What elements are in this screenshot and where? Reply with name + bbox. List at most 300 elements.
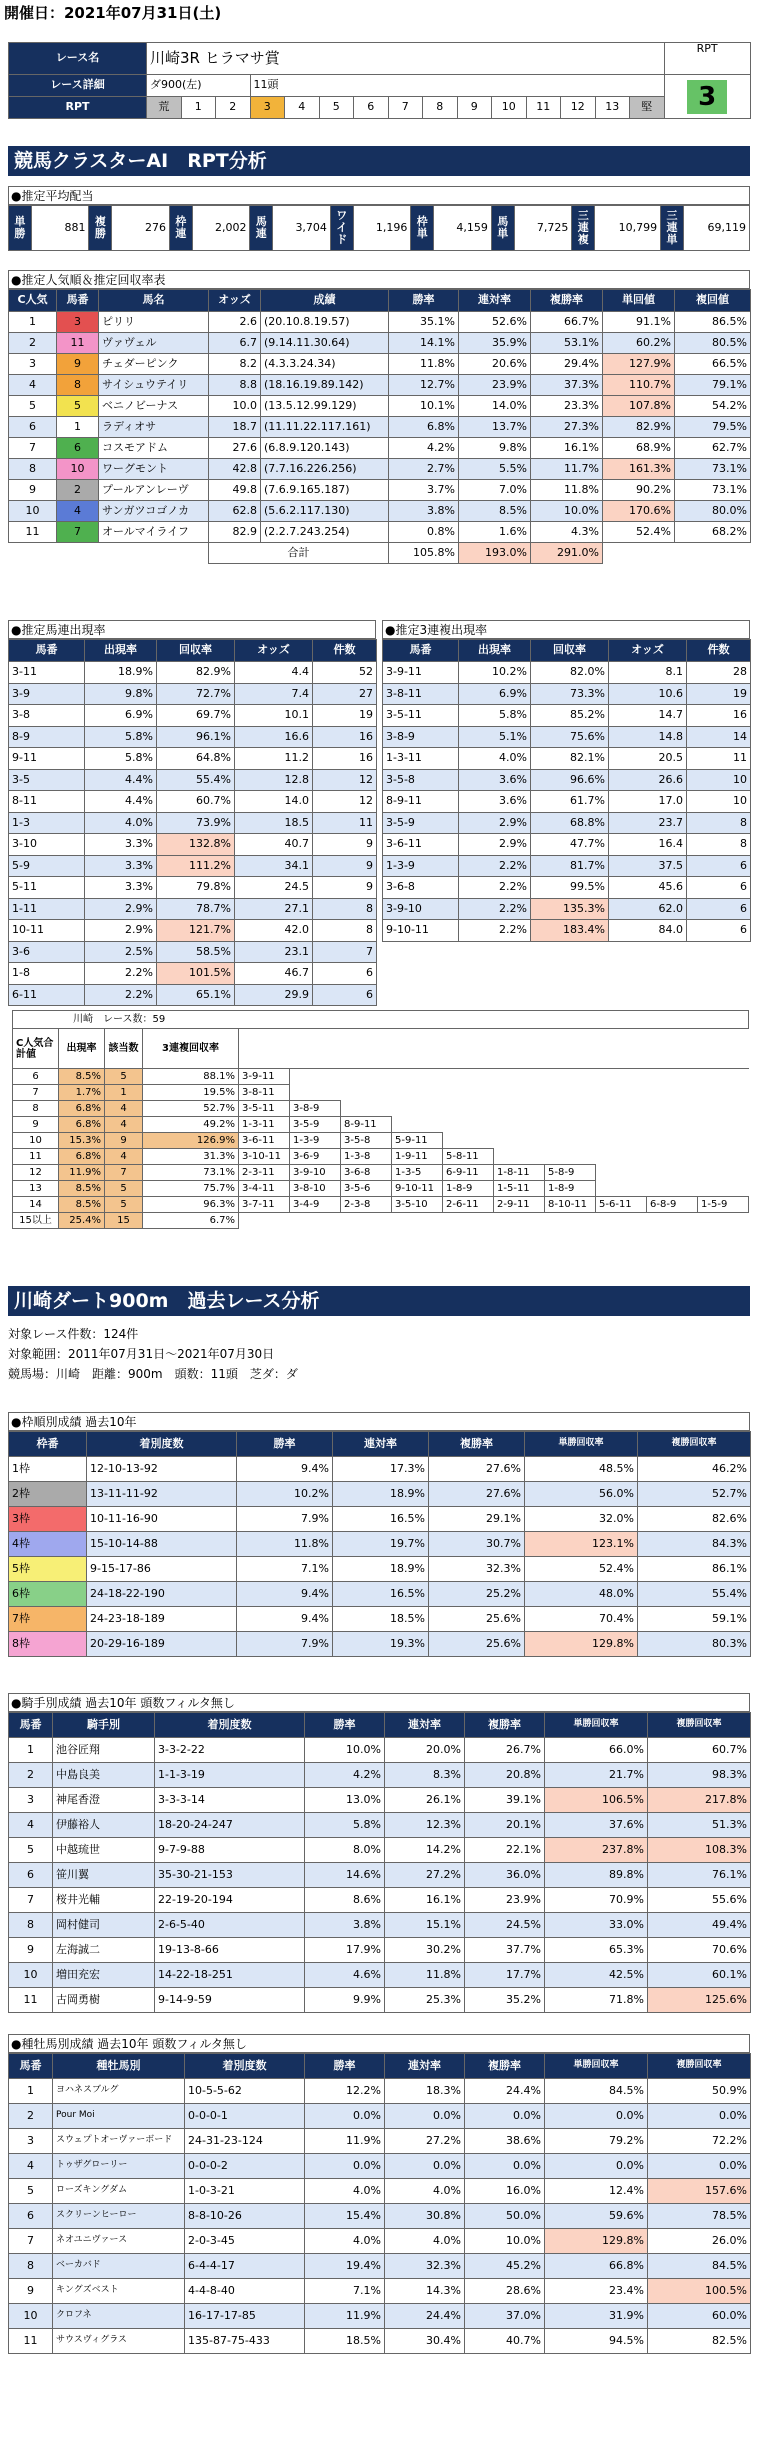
combo-combination: 5-8-11 bbox=[443, 1149, 494, 1165]
combo-count: 4 bbox=[105, 1101, 143, 1117]
sanrenpuku-cell: 16 bbox=[687, 705, 751, 727]
popularity-cell: (20.10.8.19.57) bbox=[261, 312, 389, 333]
umaren-cell: 5.8% bbox=[85, 748, 157, 770]
rpt-scale-cell: 13 bbox=[595, 97, 630, 119]
umaren-cell: 14.0 bbox=[235, 791, 313, 813]
umaren-cell: 3-8 bbox=[9, 705, 85, 727]
jockey-cell: 65.3% bbox=[545, 1938, 648, 1963]
waku-cell: 12-10-13-92 bbox=[87, 1457, 237, 1482]
sire-cell: 31.9% bbox=[545, 2304, 648, 2329]
umaren-cell: 58.5% bbox=[157, 941, 235, 963]
popularity-cell: チェダーピンク bbox=[99, 354, 209, 375]
waku-cell: 48.5% bbox=[525, 1457, 638, 1482]
combo-recovery: 96.3% bbox=[143, 1197, 239, 1213]
umaren-cell: 3-9 bbox=[9, 683, 85, 705]
umaren-cell: 40.7 bbox=[235, 834, 313, 856]
popularity-cell: (7.6.9.165.187) bbox=[261, 480, 389, 501]
waku-cell: 129.8% bbox=[525, 1632, 638, 1657]
waku-cell: 5枠 bbox=[9, 1557, 87, 1582]
popularity-cell: 29.4% bbox=[531, 354, 603, 375]
combo-count: 15 bbox=[105, 1213, 143, 1229]
umaren-cell: 12.8 bbox=[235, 769, 313, 791]
umaren-row bbox=[9, 748, 377, 770]
jockey-cell: 17.7% bbox=[465, 1963, 545, 1988]
combo-total: 10 bbox=[13, 1133, 59, 1149]
popularity-cell: 2 bbox=[57, 480, 99, 501]
umaren-cell: 11 bbox=[313, 812, 377, 834]
combo-combination: 5-8-9 bbox=[545, 1165, 596, 1181]
umaren-row bbox=[9, 963, 377, 985]
umaren-row bbox=[9, 877, 377, 899]
popularity-cell: 20.6% bbox=[459, 354, 531, 375]
popularity-header: 馬名 bbox=[99, 290, 209, 312]
rpt-scale-cell: 5 bbox=[319, 97, 354, 119]
popularity-cell: 73.1% bbox=[675, 459, 751, 480]
sire-cell: 0.0% bbox=[305, 2154, 385, 2179]
popularity-cell: 62.7% bbox=[675, 438, 751, 459]
umaren-cell: 1-8 bbox=[9, 963, 85, 985]
combo-recovery: 73.1% bbox=[143, 1165, 239, 1181]
umaren-cell: 3-6 bbox=[9, 941, 85, 963]
jockey-cell: 51.3% bbox=[648, 1813, 751, 1838]
sire-cell: 16-17-17-85 bbox=[185, 2304, 305, 2329]
popularity-cell: 11 bbox=[57, 333, 99, 354]
popularity-table bbox=[8, 289, 751, 564]
popularity-cell: 86.5% bbox=[675, 312, 751, 333]
waku-cell: 48.0% bbox=[525, 1582, 638, 1607]
sanrenpuku-cell: 37.5 bbox=[609, 855, 687, 877]
sanrenpuku-cell: 17.0 bbox=[609, 791, 687, 813]
jockey-cell: 3-3-2-22 bbox=[155, 1738, 305, 1763]
jockey-cell: 中越琉世 bbox=[53, 1838, 155, 1863]
payout-value: 2,002 bbox=[192, 206, 250, 251]
popularity-cell: 107.8% bbox=[603, 396, 675, 417]
jockey-cell: 27.2% bbox=[385, 1863, 465, 1888]
race-course: ダ900(左) bbox=[147, 75, 251, 97]
popularity-cell: 82.9 bbox=[209, 522, 261, 543]
sanrenpuku-cell: 2.9% bbox=[459, 812, 531, 834]
sanrenpuku-row bbox=[383, 898, 751, 920]
popularity-cell: 16.1% bbox=[531, 438, 603, 459]
jockey-cell: 3.8% bbox=[305, 1913, 385, 1938]
waku-cell: 18.9% bbox=[333, 1557, 429, 1582]
umaren-cell: 9 bbox=[313, 877, 377, 899]
jockey-cell: 42.5% bbox=[545, 1963, 648, 1988]
sire-cell: 27.2% bbox=[385, 2129, 465, 2154]
sire-cell: 4-4-8-40 bbox=[185, 2279, 305, 2304]
popularity-cell: 5 bbox=[9, 396, 57, 417]
popularity-cell: 5 bbox=[57, 396, 99, 417]
payout-table bbox=[8, 205, 750, 251]
jockey-cell: 7 bbox=[9, 1888, 53, 1913]
combo-total: 8 bbox=[13, 1101, 59, 1117]
combo-row bbox=[13, 1069, 749, 1085]
popularity-row bbox=[9, 438, 751, 459]
popularity-cell: 1 bbox=[9, 312, 57, 333]
jockey-row bbox=[9, 1863, 751, 1888]
sire-cell: 10 bbox=[9, 2304, 53, 2329]
sire-cell: 59.6% bbox=[545, 2204, 648, 2229]
sanrenpuku-cell: 45.6 bbox=[609, 877, 687, 899]
umaren-row bbox=[9, 834, 377, 856]
waku-cell: 20-29-16-189 bbox=[87, 1632, 237, 1657]
sanrenpuku-cell: 9-10-11 bbox=[383, 920, 459, 942]
popularity-cell: (11.11.22.117.161) bbox=[261, 417, 389, 438]
combo-total: 15以上 bbox=[13, 1213, 59, 1229]
umaren-cell: 72.7% bbox=[157, 683, 235, 705]
rpt-scale-cell: 堅 bbox=[630, 97, 665, 119]
sanrenpuku-cell: 2.2% bbox=[459, 920, 531, 942]
sire-header: 種牡馬別 bbox=[53, 2054, 185, 2079]
umaren-cell: 4.4 bbox=[235, 662, 313, 684]
jockey-cell: 池谷匠翔 bbox=[53, 1738, 155, 1763]
jockey-row bbox=[9, 1788, 751, 1813]
sire-cell: 72.2% bbox=[648, 2129, 751, 2154]
sire-cell: 2 bbox=[9, 2104, 53, 2129]
jockey-cell: 76.1% bbox=[648, 1863, 751, 1888]
umaren-cell: 4.0% bbox=[85, 812, 157, 834]
sire-cell: 11.9% bbox=[305, 2129, 385, 2154]
combo-rate: 1.7% bbox=[59, 1085, 105, 1101]
umaren-cell: 3.3% bbox=[85, 855, 157, 877]
umaren-row bbox=[9, 984, 377, 1006]
payout-label: 三連複 bbox=[572, 206, 595, 251]
jockey-cell: 24.5% bbox=[465, 1913, 545, 1938]
popularity-cell: オールマイライフ bbox=[99, 522, 209, 543]
waku-cell: 19.3% bbox=[333, 1632, 429, 1657]
sanrenpuku-cell: 62.0 bbox=[609, 898, 687, 920]
sanrenpuku-cell: 2.2% bbox=[459, 877, 531, 899]
jockey-header: 連対率 bbox=[385, 1713, 465, 1738]
sanrenpuku-cell: 2.2% bbox=[459, 898, 531, 920]
umaren-cell: 132.8% bbox=[157, 834, 235, 856]
jockey-cell: 20.0% bbox=[385, 1738, 465, 1763]
waku-cell: 24-18-22-190 bbox=[87, 1582, 237, 1607]
rpt-scale-cell: 12 bbox=[561, 97, 596, 119]
sire-cell: 37.0% bbox=[465, 2304, 545, 2329]
popularity-cell: (7.7.16.226.256) bbox=[261, 459, 389, 480]
jockey-cell: 108.3% bbox=[648, 1838, 751, 1863]
popularity-row bbox=[9, 312, 751, 333]
popularity-cell: 110.7% bbox=[603, 375, 675, 396]
popularity-cell: 5.5% bbox=[459, 459, 531, 480]
combo-row bbox=[13, 1133, 749, 1149]
umaren-cell: 18.9% bbox=[85, 662, 157, 684]
sire-cell: 11.9% bbox=[305, 2304, 385, 2329]
combo-rate: 6.8% bbox=[59, 1149, 105, 1165]
umaren-cell: 3.3% bbox=[85, 877, 157, 899]
popularity-cell: 7 bbox=[9, 438, 57, 459]
combo-combination: 3-6-8 bbox=[341, 1165, 392, 1181]
umaren-cell: 82.9% bbox=[157, 662, 235, 684]
jockey-row bbox=[9, 1988, 751, 2013]
popularity-cell: 68.2% bbox=[675, 522, 751, 543]
sire-cell: 24-31-23-124 bbox=[185, 2129, 305, 2154]
popularity-total-fuku: 291.0% bbox=[531, 543, 603, 564]
waku-cell: 16.5% bbox=[333, 1582, 429, 1607]
combo-row bbox=[13, 1181, 749, 1197]
popularity-header: 複回値 bbox=[675, 290, 751, 312]
sanrenpuku-cell: 3-6-11 bbox=[383, 834, 459, 856]
jockey-cell: 14.6% bbox=[305, 1863, 385, 1888]
popularity-cell: 9.8% bbox=[459, 438, 531, 459]
waku-cell: 9.4% bbox=[237, 1457, 333, 1482]
combo-total: 14 bbox=[13, 1197, 59, 1213]
sire-cell: 19.4% bbox=[305, 2254, 385, 2279]
jockey-cell: 9.9% bbox=[305, 1988, 385, 2013]
popularity-row bbox=[9, 417, 751, 438]
sire-cell: 26.0% bbox=[648, 2229, 751, 2254]
sanrenpuku-cell: 82.0% bbox=[531, 662, 609, 684]
sire-cell: 6-4-4-17 bbox=[185, 2254, 305, 2279]
waku-cell: 17.3% bbox=[333, 1457, 429, 1482]
combo-count: 4 bbox=[105, 1117, 143, 1133]
waku-row bbox=[9, 1632, 751, 1657]
combo-count: 1 bbox=[105, 1085, 143, 1101]
popularity-cell: 11.7% bbox=[531, 459, 603, 480]
waku-header: 勝率 bbox=[237, 1432, 333, 1457]
combo-rate: 6.8% bbox=[59, 1117, 105, 1133]
waku-section-title: ●枠順別成績 過去10年 bbox=[8, 1412, 750, 1431]
popularity-header: 馬番 bbox=[57, 290, 99, 312]
combo-rate: 8.5% bbox=[59, 1181, 105, 1197]
jockey-cell: 17.9% bbox=[305, 1938, 385, 1963]
jockey-cell: 14.2% bbox=[385, 1838, 465, 1863]
sire-cell: 14.3% bbox=[385, 2279, 465, 2304]
sire-cell: 79.2% bbox=[545, 2129, 648, 2154]
sanrenpuku-header: 件数 bbox=[687, 640, 751, 662]
sire-section-title: ●種牡馬別成績 過去10年 頭数フィルタ無し bbox=[8, 2034, 750, 2053]
sanrenpuku-row bbox=[383, 662, 751, 684]
jockey-cell: 22-19-20-194 bbox=[155, 1888, 305, 1913]
past-title: 川崎ダート900m 過去レース分析 bbox=[8, 1286, 750, 1316]
umaren-cell: 3-5 bbox=[9, 769, 85, 791]
jockey-cell: 左海誠二 bbox=[53, 1938, 155, 1963]
sire-cell: 4.0% bbox=[385, 2229, 465, 2254]
rpt-corner-label: RPT bbox=[664, 43, 750, 75]
popularity-cell: 11.8% bbox=[389, 354, 459, 375]
umaren-cell: 19 bbox=[313, 705, 377, 727]
combo-combination: 3-8-9 bbox=[290, 1101, 341, 1117]
sanrenpuku-cell: 99.5% bbox=[531, 877, 609, 899]
sire-cell: 32.3% bbox=[385, 2254, 465, 2279]
jockey-cell: 98.3% bbox=[648, 1763, 751, 1788]
race-name-label: レース名 bbox=[9, 43, 147, 75]
jockey-row bbox=[9, 1938, 751, 1963]
sire-header: 単勝回収率 bbox=[545, 2054, 648, 2079]
sanrenpuku-cell: 5.8% bbox=[459, 705, 531, 727]
combo-row bbox=[13, 1165, 749, 1181]
past-info-count: 対象レース件数：124件 bbox=[8, 1327, 139, 1341]
popularity-cell: (9.14.11.30.64) bbox=[261, 333, 389, 354]
sanrenpuku-cell: 3-9-10 bbox=[383, 898, 459, 920]
combo-combination: 8-10-11 bbox=[545, 1197, 596, 1213]
waku-cell: 59.1% bbox=[638, 1607, 751, 1632]
sanrenpuku-row bbox=[383, 769, 751, 791]
sire-cell: 28.6% bbox=[465, 2279, 545, 2304]
sanrenpuku-header: オッズ bbox=[609, 640, 687, 662]
combo-recovery: 126.9% bbox=[143, 1133, 239, 1149]
sire-cell: トゥザグローリー bbox=[53, 2154, 185, 2179]
waku-cell: 86.1% bbox=[638, 1557, 751, 1582]
umaren-row bbox=[9, 683, 377, 705]
sire-cell: 7.1% bbox=[305, 2279, 385, 2304]
sire-cell: 4.0% bbox=[305, 2179, 385, 2204]
popularity-row bbox=[9, 333, 751, 354]
combo-venue: 川崎 bbox=[73, 1014, 93, 1025]
sire-cell: 18.3% bbox=[385, 2079, 465, 2104]
umaren-cell: 10-11 bbox=[9, 920, 85, 942]
waku-header: 着別度数 bbox=[87, 1432, 237, 1457]
waku-cell: 55.4% bbox=[638, 1582, 751, 1607]
popularity-total-label: 合計 bbox=[209, 543, 389, 564]
umaren-row bbox=[9, 941, 377, 963]
combo-head-recovery: 3連複回収率 bbox=[143, 1029, 239, 1069]
past-info bbox=[8, 1324, 298, 1384]
sire-cell: 0.0% bbox=[648, 2154, 751, 2179]
umaren-table bbox=[8, 639, 377, 1006]
sire-cell: 0.0% bbox=[305, 2104, 385, 2129]
jockey-cell: 18-20-24-247 bbox=[155, 1813, 305, 1838]
sanrenpuku-cell: 23.7 bbox=[609, 812, 687, 834]
payout-value: 10,799 bbox=[595, 206, 661, 251]
umaren-cell: 9.8% bbox=[85, 683, 157, 705]
sanrenpuku-cell: 8 bbox=[687, 834, 751, 856]
sanrenpuku-cell: 11 bbox=[687, 748, 751, 770]
waku-cell: 7.9% bbox=[237, 1507, 333, 1532]
popularity-cell: 10.0 bbox=[209, 396, 261, 417]
rpt-scale-cell: 3 bbox=[250, 97, 285, 119]
umaren-cell: 29.9 bbox=[235, 984, 313, 1006]
waku-cell: 19.7% bbox=[333, 1532, 429, 1557]
umaren-cell: 2.2% bbox=[85, 963, 157, 985]
jockey-cell: 15.1% bbox=[385, 1913, 465, 1938]
combo-combination: 3-7-11 bbox=[239, 1197, 290, 1213]
sire-cell: スクリーンヒーロー bbox=[53, 2204, 185, 2229]
umaren-row bbox=[9, 791, 377, 813]
umaren-cell: 65.1% bbox=[157, 984, 235, 1006]
waku-cell: 7枠 bbox=[9, 1607, 87, 1632]
combo-recovery: 88.1% bbox=[143, 1069, 239, 1085]
sire-cell: 0.0% bbox=[545, 2104, 648, 2129]
umaren-row bbox=[9, 726, 377, 748]
waku-table bbox=[8, 1431, 751, 1657]
jockey-row bbox=[9, 1738, 751, 1763]
popularity-cell: 60.2% bbox=[603, 333, 675, 354]
popularity-header: 連対率 bbox=[459, 290, 531, 312]
combo-combination: 1-8-11 bbox=[494, 1165, 545, 1181]
combo-combination: 6-8-9 bbox=[647, 1197, 698, 1213]
popularity-cell: 6 bbox=[57, 438, 99, 459]
jockey-cell: 10 bbox=[9, 1963, 53, 1988]
sire-cell: 15.4% bbox=[305, 2204, 385, 2229]
waku-cell: 18.9% bbox=[333, 1482, 429, 1507]
sire-cell: 12.4% bbox=[545, 2179, 648, 2204]
sire-cell: 0.0% bbox=[385, 2154, 465, 2179]
sire-cell: 1 bbox=[9, 2079, 53, 2104]
popularity-cell: 4 bbox=[57, 501, 99, 522]
popularity-cell: 10.1% bbox=[389, 396, 459, 417]
umaren-cell: 3.3% bbox=[85, 834, 157, 856]
sanrenpuku-cell: 75.6% bbox=[531, 726, 609, 748]
waku-cell: 27.6% bbox=[429, 1457, 525, 1482]
sanrenpuku-row bbox=[383, 834, 751, 856]
jockey-cell: 増田充宏 bbox=[53, 1963, 155, 1988]
sire-cell: 135-87-75-433 bbox=[185, 2329, 305, 2354]
sire-row bbox=[9, 2304, 751, 2329]
umaren-row bbox=[9, 705, 377, 727]
sanrenpuku-cell: 3-5-11 bbox=[383, 705, 459, 727]
combo-combination: 3-6-11 bbox=[239, 1133, 290, 1149]
sanrenpuku-row bbox=[383, 748, 751, 770]
umaren-cell: 1-3 bbox=[9, 812, 85, 834]
sire-cell: サウスヴィグラス bbox=[53, 2329, 185, 2354]
popularity-cell: 23.9% bbox=[459, 375, 531, 396]
popularity-cell: 68.9% bbox=[603, 438, 675, 459]
jockey-cell: 25.3% bbox=[385, 1988, 465, 2013]
combo-combination: 1-8-9 bbox=[545, 1181, 596, 1197]
payout-label: 三連単 bbox=[661, 206, 684, 251]
combo-combination: 3-10-11 bbox=[239, 1149, 290, 1165]
payout-section-title: ●推定平均配当 bbox=[8, 186, 750, 205]
payout-value: 7,725 bbox=[514, 206, 572, 251]
rpt-scale-cell: 7 bbox=[388, 97, 423, 119]
combo-combination: 3-9-11 bbox=[239, 1069, 290, 1085]
combo-total: 6 bbox=[13, 1069, 59, 1085]
waku-cell: 52.4% bbox=[525, 1557, 638, 1582]
popularity-cell: 4.3% bbox=[531, 522, 603, 543]
combo-combination: 1-3-9 bbox=[290, 1133, 341, 1149]
sire-cell: 60.0% bbox=[648, 2304, 751, 2329]
combo-rate: 8.5% bbox=[59, 1069, 105, 1085]
sire-header: 馬番 bbox=[9, 2054, 53, 2079]
waku-cell: 84.3% bbox=[638, 1532, 751, 1557]
sanrenpuku-header: 出現率 bbox=[459, 640, 531, 662]
jockey-cell: 8.3% bbox=[385, 1763, 465, 1788]
sire-cell: 94.5% bbox=[545, 2329, 648, 2354]
sanrenpuku-cell: 16.4 bbox=[609, 834, 687, 856]
popularity-cell: 37.3% bbox=[531, 375, 603, 396]
popularity-cell: 91.1% bbox=[603, 312, 675, 333]
jockey-cell: 神尾香澄 bbox=[53, 1788, 155, 1813]
popularity-cell: 90.2% bbox=[603, 480, 675, 501]
payout-value: 69,119 bbox=[683, 206, 749, 251]
umaren-cell: 18.5 bbox=[235, 812, 313, 834]
popularity-cell: 8.5% bbox=[459, 501, 531, 522]
waku-row bbox=[9, 1457, 751, 1482]
combo-combination: 1-9-11 bbox=[392, 1149, 443, 1165]
jockey-cell: 古岡勇樹 bbox=[53, 1988, 155, 2013]
popularity-cell: 2.7% bbox=[389, 459, 459, 480]
jockey-cell: 71.8% bbox=[545, 1988, 648, 2013]
jockey-cell: 89.8% bbox=[545, 1863, 648, 1888]
popularity-cell: 8.8 bbox=[209, 375, 261, 396]
sanrenpuku-cell: 10.2% bbox=[459, 662, 531, 684]
waku-cell: 80.3% bbox=[638, 1632, 751, 1657]
umaren-cell: 27 bbox=[313, 683, 377, 705]
past-info-conditions: 競馬場：川崎 距離：900m 頭数：11頭 芝ダ：ダ bbox=[8, 1367, 298, 1381]
sire-cell: 4.0% bbox=[305, 2229, 385, 2254]
jockey-cell: 13.0% bbox=[305, 1788, 385, 1813]
combo-recovery: 52.7% bbox=[143, 1101, 239, 1117]
jockey-header: 着別度数 bbox=[155, 1713, 305, 1738]
sanrenpuku-cell: 6 bbox=[687, 920, 751, 942]
sire-cell: キングズベスト bbox=[53, 2279, 185, 2304]
jockey-cell: 1-1-3-19 bbox=[155, 1763, 305, 1788]
jockey-cell: 35-30-21-153 bbox=[155, 1863, 305, 1888]
popularity-cell: 35.1% bbox=[389, 312, 459, 333]
jockey-cell: 4.2% bbox=[305, 1763, 385, 1788]
